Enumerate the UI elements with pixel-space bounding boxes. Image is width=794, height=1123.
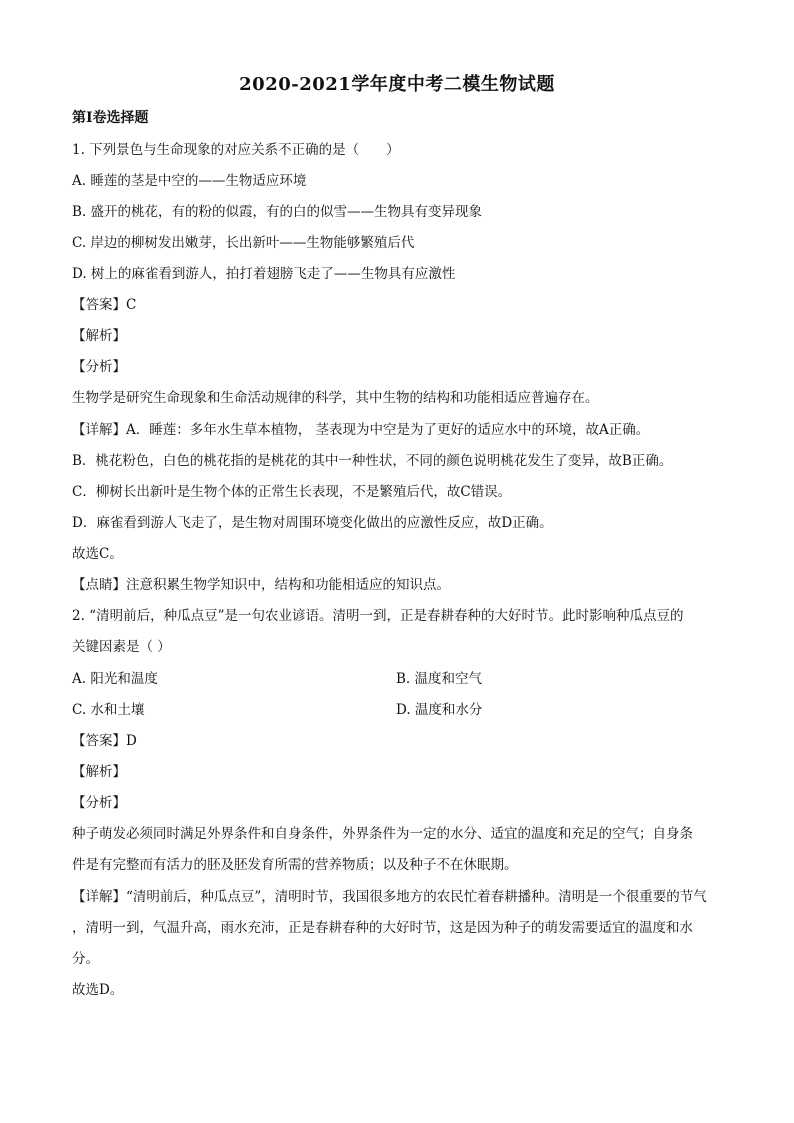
q1-detail-c: C．柳树长出新叶是生物个体的正常生长表现，不是繁殖后代，故C错误。 — [72, 484, 512, 500]
q1-stem: 1. 下列景色与生命现象的对应关系不正确的是（ ） — [72, 142, 400, 158]
q2-fenxi-label: 【分析】 — [72, 795, 126, 811]
q2-fenxi-line2: 件是有完整而有活力的胚及胚发育所需的营养物质；以及种子不在休眠期。 — [72, 857, 518, 873]
q2-detail-line3: 分。 — [72, 951, 99, 967]
q2-option-c: C. 水和土壤 — [72, 702, 145, 718]
q2-stem-line1: 2. “清明前后，种瓜点豆”是一句农业谚语。清明一到，正是春耕春种的大好时节。此时影响种瓜点豆的 — [72, 608, 684, 624]
q2-jiexi-label: 【解析】 — [72, 764, 126, 780]
q1-option-a: A. 睡莲的茎是中空的——生物适应环境 — [72, 173, 307, 189]
q1-option-b: B. 盛开的桃花，有的粉的似霞，有的白的似雪——生物具有变异现象 — [72, 204, 483, 220]
q2-answer: 【答案】D — [72, 733, 137, 749]
q1-fenxi-text: 生物学是研究生命现象和生命活动规律的科学，其中生物的结构和功能相适应普遍存在。 — [72, 390, 599, 406]
section-heading: 第I卷选择题 — [72, 110, 149, 126]
q2-option-b: B. 温度和空气 — [396, 671, 483, 687]
q1-answer: 【答案】C — [72, 297, 137, 313]
q1-option-c: C. 岸边的柳树发出嫩芽，长出新叶——生物能够繁殖后代 — [72, 235, 415, 251]
q2-choose: 故选D。 — [72, 982, 124, 998]
q2-fenxi-line1: 种子萌发必须同时满足外界条件和自身条件，外界条件为一定的水分、适宜的温度和充足的空气；自身条 — [72, 826, 693, 842]
q1-fenxi-label: 【分析】 — [72, 359, 126, 375]
q2-stem-line2: 关键因素是（ ） — [72, 639, 171, 655]
q2-detail-line1: 【详解】“清明前后，种瓜点豆”，清明时节，我国很多地方的农民忙着春耕播种。清明是一个很重要的节气 — [72, 889, 707, 905]
q1-choose: 故选C。 — [72, 546, 123, 562]
q1-option-d: D. 树上的麻雀看到游人，拍打着翅膀飞走了——生物具有应激性 — [72, 266, 456, 282]
q1-dianjing: 【点睛】注意积累生物学知识中，结构和功能相适应的知识点。 — [72, 577, 450, 593]
q2-option-a: A. 阳光和温度 — [72, 671, 158, 687]
q1-detail-d: D．麻雀看到游人飞走了，是生物对周围环境变化做出的应激性反应，故D正确。 — [72, 515, 553, 531]
q2-option-d: D. 温度和水分 — [396, 702, 483, 718]
page-title: 2020-2021学年度中考二模生物试题 — [239, 74, 555, 95]
q1-jiexi-label: 【解析】 — [72, 328, 126, 344]
q1-detail-b: B．桃花粉色，白色的桃花指的是桃花的其中一种性状，不同的颜色说明桃花发生了变异，故B正确。 — [72, 453, 673, 469]
q1-detail-a: 【详解】A．睡莲：多年水生草本植物， 茎表现为中空是为了更好的适应水中的环境，故A正确。 — [72, 422, 650, 438]
q2-detail-line2: ，清明一到，气温升高，雨水充沛，正是春耕春种的大好时节，这是因为种子的萌发需要适宜的温度和水 — [72, 920, 693, 936]
